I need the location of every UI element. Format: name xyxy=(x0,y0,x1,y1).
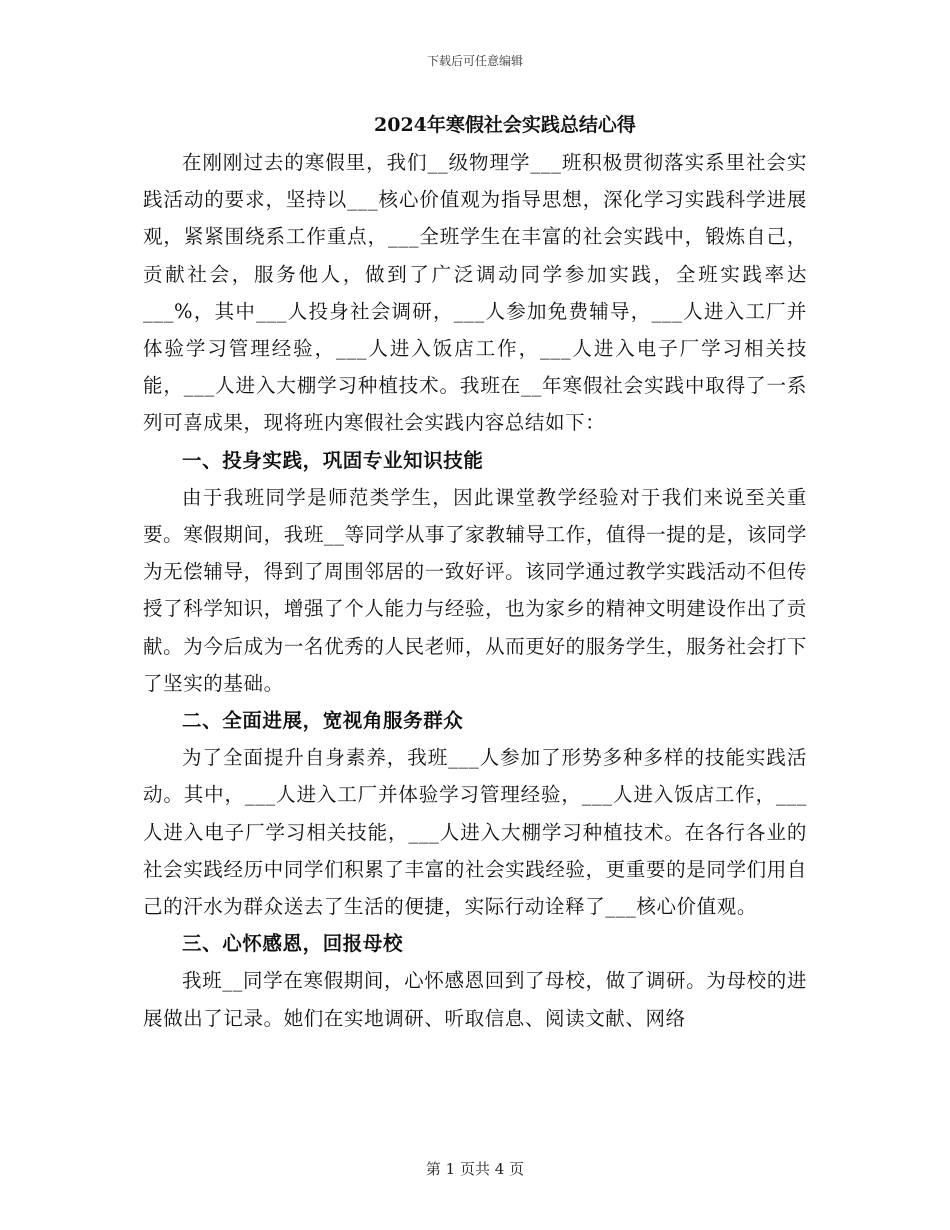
section-body-1: 由于我班同学是师范类学生，因此课堂教学经验对于我们来说至关重要。寒假期间，我班__等同学从事了家教辅导工作，值得一提的是，该同学为无偿辅导，得到了周围邻居的一致好评。该同学通过教学实践活动不但传授了科学知识，增强了个人能力与经验，也为家乡的精神文明建设作出了贡献。为今后成为一名优秀的人民老师，从而更好的服务学生，服务社会打下了坚实的基础。 xyxy=(143,485,807,695)
document-content xyxy=(143,110,807,1037)
intro-paragraph: 在刚刚过去的寒假里，我们__级物理学___班积极贯彻落实系里社会实践活动的要求，坚持以___核心价值观为指导思想，深化学习实践科学进展观，紧紧围绕系工作重点，___全班学生在丰富的社会实践中，锻炼自己，贡献社会，服务他人，做到了广泛调动同学参加实践，全班实践率达___%，其中___人投身社会调研，___人参加免费辅导，___人进入工厂并体验学习管理经验，___人进入饭店工作，___人进入电子厂学习相关技能，___人进入大棚学习种植技术。我班在__年寒假社会实践中取得了一系列可喜成果，现将班内寒假社会实践内容总结如下： xyxy=(143,151,807,435)
section-heading-2: 二、全面进展，宽视角服务群众 xyxy=(182,709,464,733)
section-heading-1: 一、投身实践，巩固专业知识技能 xyxy=(182,448,484,472)
page-number-footer: 第 1 页共 4 页 xyxy=(425,1160,525,1178)
section-heading-3: 三、心怀感恩，回报母校 xyxy=(182,932,404,956)
section-body-3: 我班__同学在寒假期间，心怀感恩回到了母校，做了调研。为母校的进展做出了记录。她们在实地调研、听取信息、阅读文献、网络 xyxy=(143,969,807,1030)
document-title: 2024年寒假社会实践总结心得 xyxy=(374,114,636,136)
section-body-2: 为了全面提升自身素养，我班___人参加了形势多种多样的技能实践活动。其中，___人进入工厂并体验学习管理经验，___人进入饭店工作，___人进入电子厂学习相关技能，___人进入大棚学习种植技术。在各行各业的社会实践经历中同学们积累了丰富的社会实践经验，更重要的是同学们用自己的汗水为群众送去了生活的便捷，实际行动诠释了___核心价值观。 xyxy=(143,746,807,919)
header-note: 下载后可任意编辑 xyxy=(426,54,523,68)
